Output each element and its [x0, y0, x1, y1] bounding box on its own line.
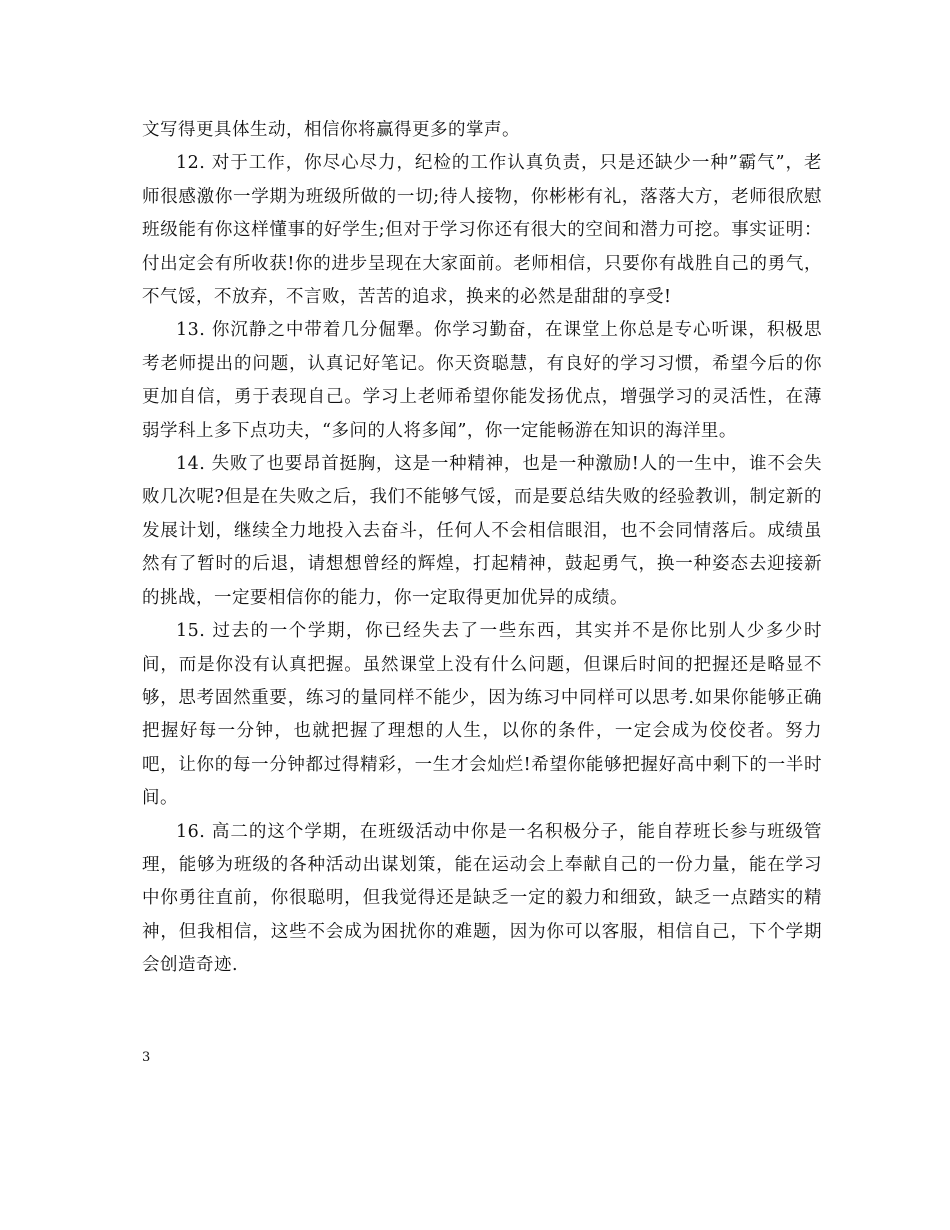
- paragraph-15: 15. 过去的一个学期，你已经失去了一些东西，其实并不是你比别人少多少时间，而是你没有认真把握。虽然课堂上没有什么问题，但课后时间的把握还是略显不够，思考固然重要，练习的量同样不能少，因为练习中同样可以思考.如果你能够正确把握好每一分钟，也就把握了理想的人生，以你的条件，一定会成为佼佼者。努力吧，让你的每一分钟都过得精彩，一生才会灿烂!希望你能够把握好高中剩下的一半时间。: [142, 621, 822, 809]
- paragraph-13: 13. 你沉静之中带着几分倔犟。你学习勤奋，在课堂上你总是专心听课，积极思考老师提出的问题，认真记好笔记。你天资聪慧，有良好的学习习惯，希望今后的你更加自信，勇于表现自己。学习上老师希望你能发扬优点，增强学习的灵活性，在薄弱学科上多下点功夫，“多问的人将多闻”，你一定能畅游在知识的海洋里。: [142, 320, 822, 441]
- paragraph-14: 14. 失败了也要昂首挺胸，这是一种精神，也是一种激励!人的一生中，谁不会失败几次呢?但是在失败之后，我们不能够气馁，而是要总结失败的经验教训，制定新的发展计划，继续全力地投入去奋斗，任何人不会相信眼泪，也不会同情落后。成绩虽然有了暂时的后退，请想想曾经的辉煌，打起精神，鼓起勇气，换一种姿态去迎接新的挑战，一定要相信你的能力，你一定取得更加优异的成绩。: [142, 454, 822, 608]
- page-number: 3: [142, 1050, 151, 1065]
- paragraph-12: 12. 对于工作，你尽心尽力，纪检的工作认真负责，只是还缺少一种”霸气”，老师很感激你一学期为班级所做的一切;待人接物，你彬彬有礼，落落大方，老师很欣慰班级能有你这样懂事的好学生;但对于学习你还有很大的空间和潜力可挖。事实证明：付出定会有所收获!你的进步呈现在大家面前。老师相信，只要你有战胜自己的勇气，不气馁，不放弃，不言败，苦苦的追求，换来的必然是甜甜的享受!: [142, 153, 822, 308]
- body-text: [142, 114, 822, 983]
- paragraph-16: 16. 高二的这个学期，在班级活动中你是一名积极分子，能自荐班长参与班级管理，能够为班级的各种活动出谋划策，能在运动会上奉献自己的一份力量，能在学习中你勇往直前，你很聪明，但我觉得还是缺乏一定的毅力和细致，缺乏一点踏实的精神，但我相信，这些不会成为困扰你的难题，因为你可以客服，相信自己，下个学期会创造奇迹.: [142, 821, 822, 976]
- paragraph-continuation: 文写得更具体生动，相信你将赢得更多的掌声。: [142, 120, 520, 140]
